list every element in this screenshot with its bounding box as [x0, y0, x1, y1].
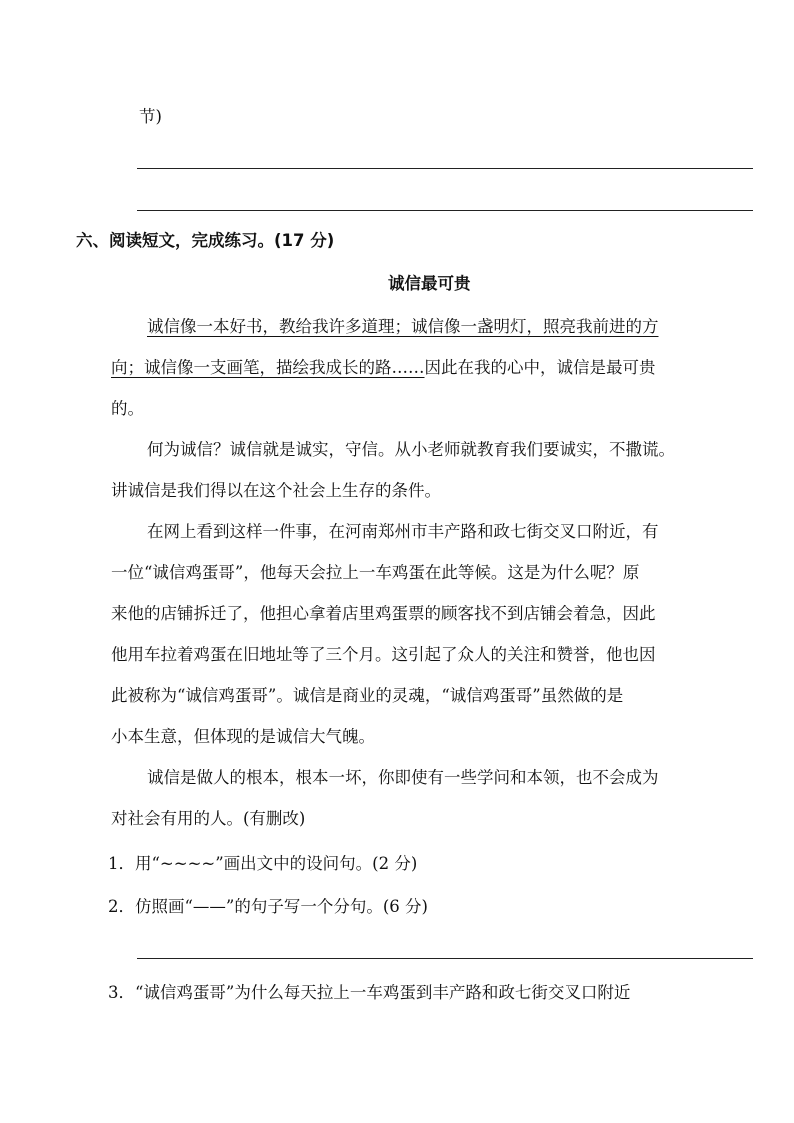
paragraph-3-line-2: 一位“诚信鸡蛋哥”，他每天会拉上一车鸡蛋在此等候。这是为什么呢？原	[111, 563, 640, 582]
paragraph-1-line-2	[111, 356, 656, 380]
underlined-sentence: 向；诚信像一支画笔，描绘我成长的路……	[111, 358, 425, 377]
section-heading: 六、阅读短文，完成练习。(17 分)	[76, 231, 335, 250]
paragraph-3-line-3: 来他的店铺拆迁了，他担心拿着店里鸡蛋票的顾客找不到店铺会着急，因此	[111, 604, 656, 623]
paragraph-1-line-1: 诚信像一本好书，教给我许多道理；诚信像一盏明灯，照亮我前进的方	[147, 317, 659, 336]
paragraph-3-line-4: 他用车拉着鸡蛋在旧地址等了三个月。这引起了众人的关注和赞誉，他也因	[111, 645, 656, 664]
paragraph-4-line-1: 诚信是做人的根本，根本一坏，你即使有一些学问和本领，也不会成为	[147, 768, 659, 787]
answer-line-2	[137, 210, 753, 211]
question-1	[108, 852, 417, 876]
previous-question-tail: 节)	[139, 107, 162, 126]
question-2-text: 仿照画“——”的句子写一个分句。(6 分)	[135, 897, 428, 916]
question-3-number: 3．	[108, 983, 135, 1002]
paragraph-2-line-2: 讲诚信是我们得以在这个社会上生存的条件。	[111, 481, 441, 500]
question-2	[108, 895, 428, 919]
answer-line-1	[137, 168, 753, 169]
paragraph-4-line-2: 对社会有用的人。(有删改)	[111, 809, 306, 828]
question-3	[108, 981, 630, 1005]
question-2-number: 2．	[108, 897, 135, 916]
paragraph-1-line-2-rest: 因此在我的心中，诚信是最可贵	[424, 358, 656, 377]
answer-line-q2	[137, 958, 753, 959]
paragraph-3-line-5: 此被称为“诚信鸡蛋哥”。诚信是商业的灵魂，“诚信鸡蛋哥”虽然做的是	[111, 686, 624, 705]
question-3-text: “诚信鸡蛋哥”为什么每天拉上一车鸡蛋到丰产路和政七街交叉口附近	[135, 983, 631, 1002]
passage-title: 诚信最可贵	[388, 274, 471, 293]
question-1-number: 1．	[108, 854, 135, 873]
question-1-text: 用“~~~~”画出文中的设问句。(2 分)	[135, 854, 418, 873]
paragraph-3-line-6: 小本生意，但体现的是诚信大气魄。	[111, 727, 375, 746]
paragraph-3-line-1: 在网上看到这样一件事，在河南郑州市丰产路和政七街交叉口附近，有	[147, 522, 659, 541]
paragraph-2-line-1: 何为诚信？诚信就是诚实，守信。从小老师就教育我们要诚实，不撒谎。	[147, 440, 675, 459]
paragraph-1-line-3: 的。	[111, 399, 144, 418]
